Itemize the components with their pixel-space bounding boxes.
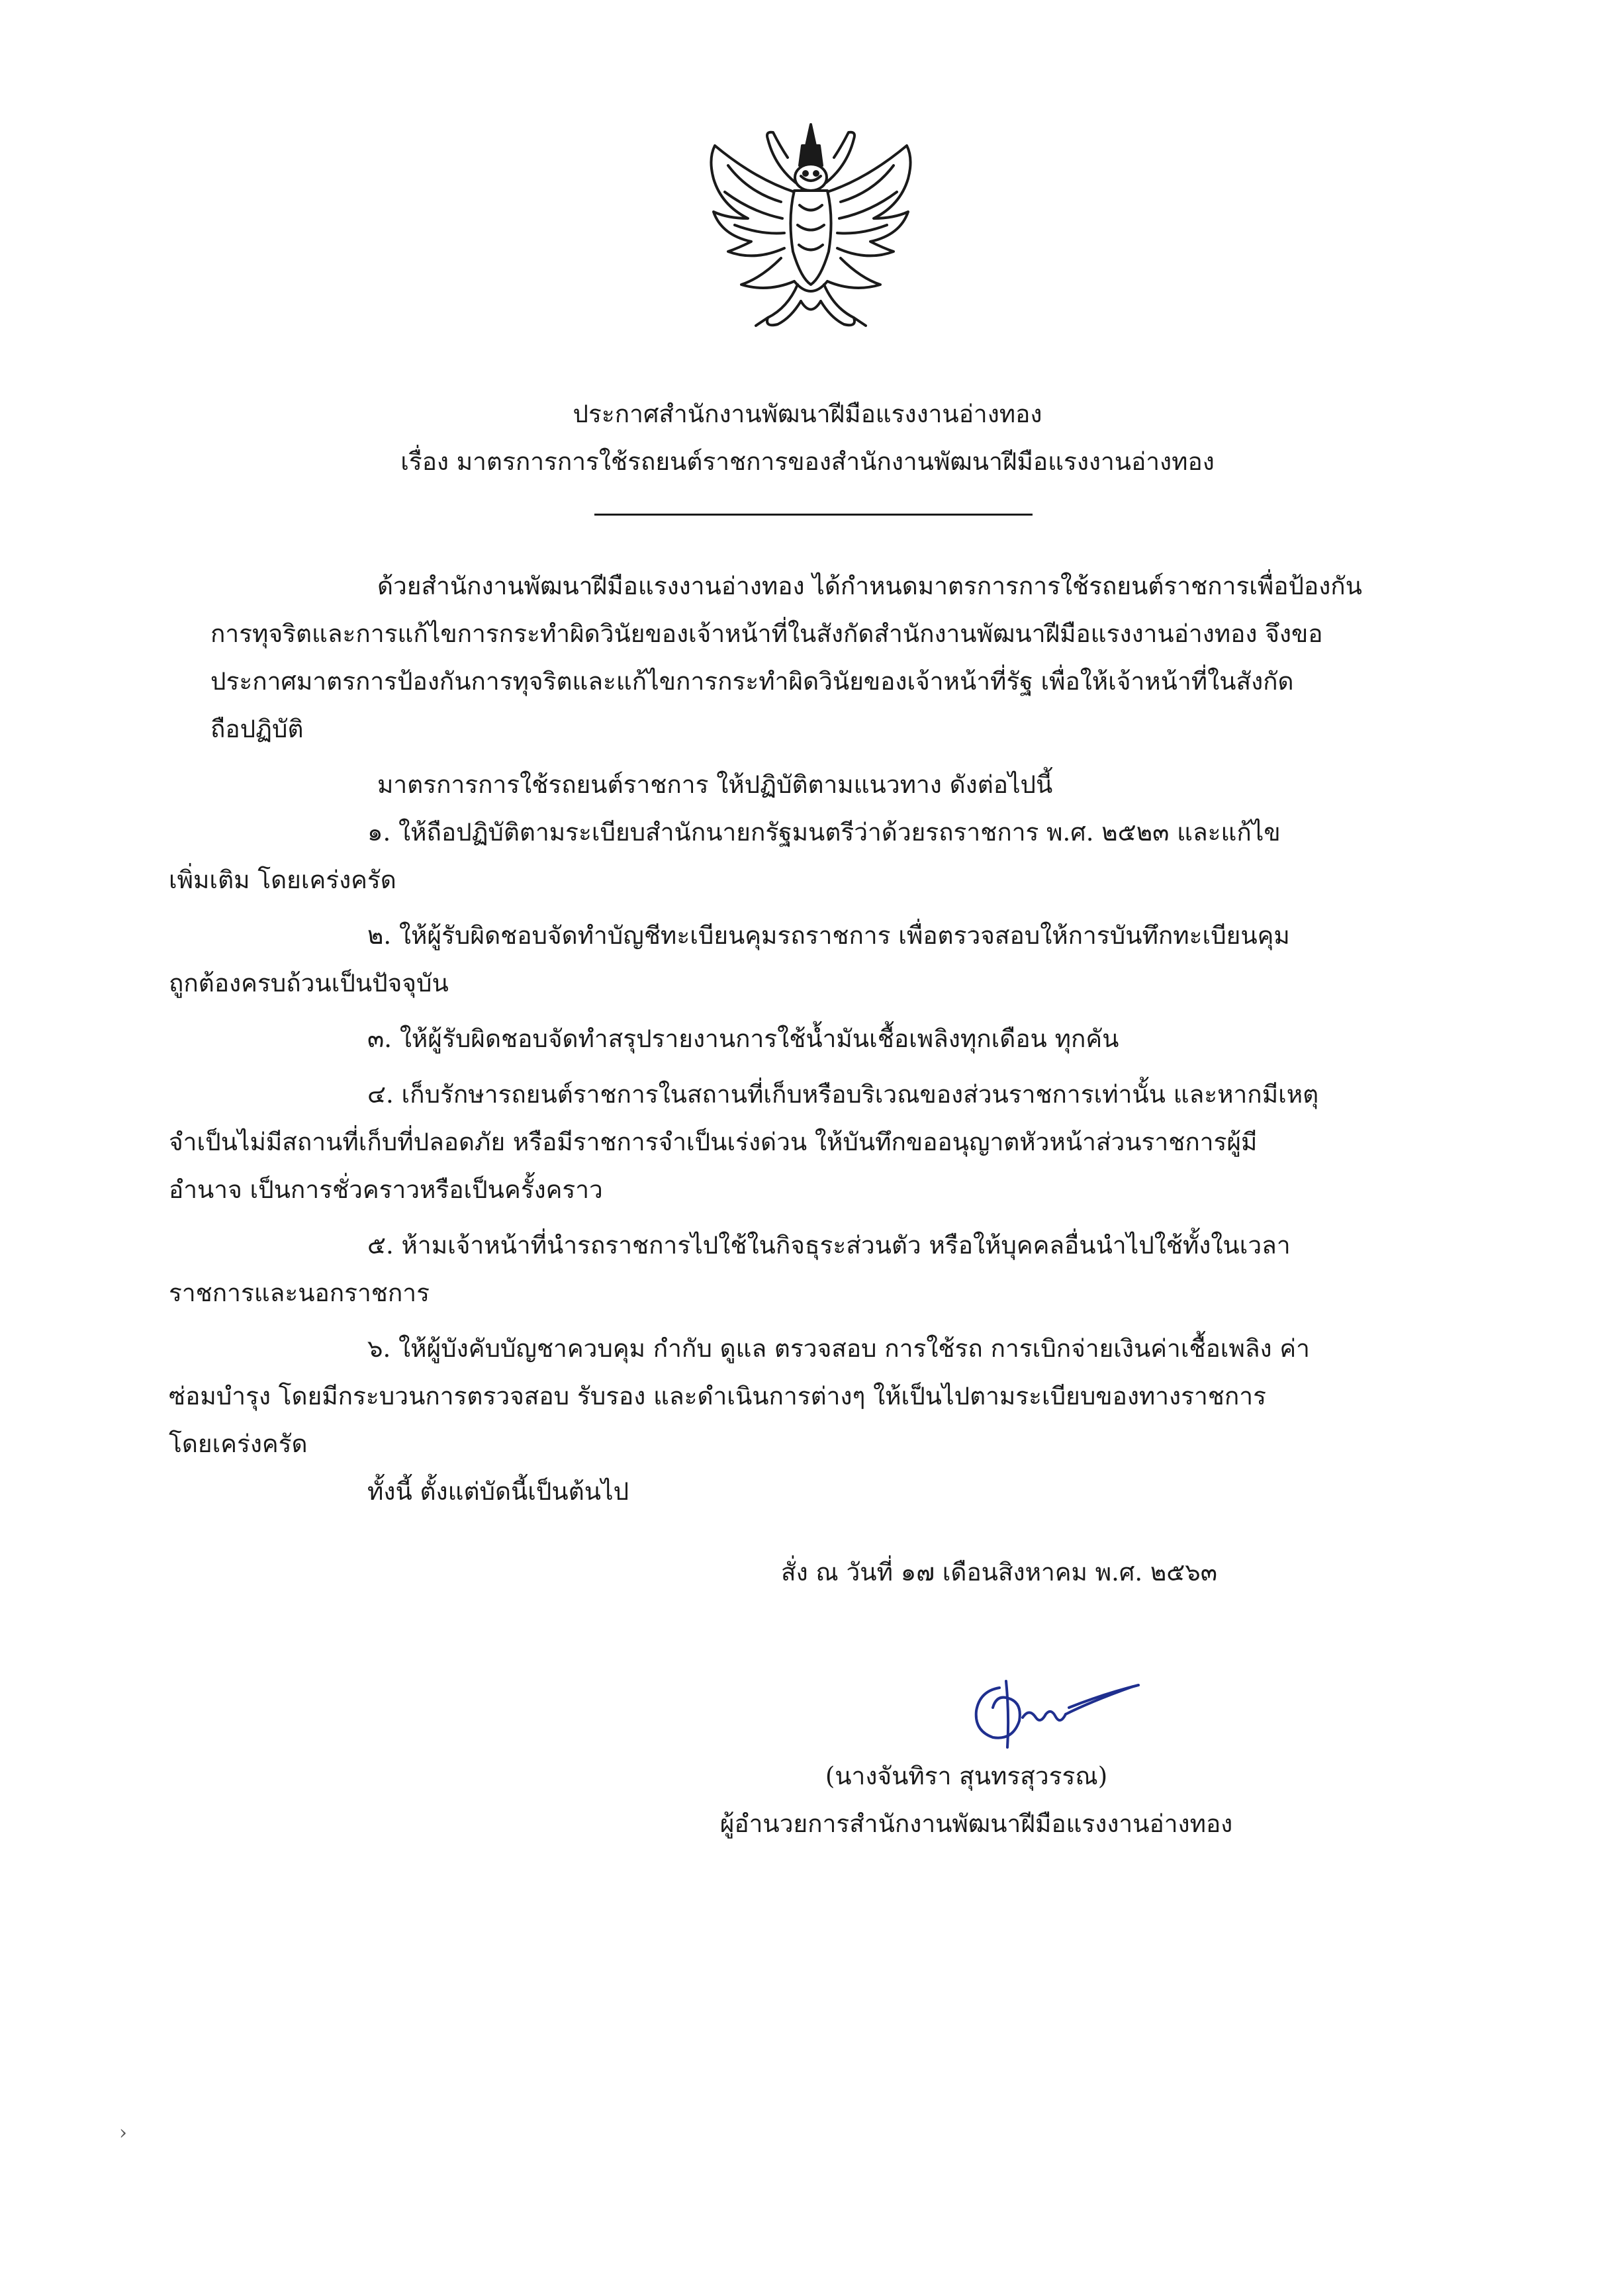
intro-line-1: ด้วยสำนักงานพัฒนาฝีมือแรงงานอ่างทอง ได้กำหนดมาตรการการใช้รถยนต์ราชการเพื่อป้องกัน xyxy=(377,572,1362,600)
measure-item-5: ๕. ห้ามเจ้าหน้าที่นำรถราชการไปใช้ในกิจธุระส่วนตัว หรือให้บุคคลอื่นนำไปใช้ทั้งในเวลา ราชการและนอกราชการ xyxy=(169,1231,1291,1307)
measure-item-3: ๓. ให้ผู้รับผิดชอบจัดทำสรุปรายงานการใช้น้ำมันเชื้อเพลิงทุกเดือน ทุกคัน xyxy=(367,1025,1119,1053)
garuda-emblem-icon xyxy=(702,119,920,338)
corner-mark: › xyxy=(119,2121,127,2144)
measure-item-1: ๑. ให้ถือปฏิบัติตามระเบียบสำนักนายกรัฐมนตรีว่าด้วยรถราชการ พ.ศ. ๒๕๒๓ และแก้ไข เพิ่มเติม โดยเคร่งครัด xyxy=(169,818,1281,894)
announcement-body xyxy=(169,563,1423,1516)
handwritten-signature-icon xyxy=(960,1661,1145,1754)
effective-statement: ทั้งนี้ ตั้งแต่บัดนี้เป็นต้นไป xyxy=(367,1477,629,1506)
measures-heading: มาตรการการใช้รถยนต์ราชการ ให้ปฏิบัติตามแนวทาง ดังต่อไปนี้ xyxy=(377,770,1053,799)
intro-paragraph xyxy=(169,563,1423,753)
measure-item-2: ๒. ให้ผู้รับผิดชอบจัดทำบัญชีทะเบียนคุมรถราชการ เพื่อตรวจสอบให้การบันทึกทะเบียนคุม ถูกต้องครบถ้วนเป็นปัจจุบัน xyxy=(169,921,1290,997)
title-line-1: ประกาศสำนักงานพัฒนาฝีมือแรงงานอ่างทอง xyxy=(573,400,1042,428)
measure-item-4: ๔. เก็บรักษารถยนต์ราชการในสถานที่เก็บหรือบริเวณของส่วนราชการเท่านั้น และหากมีเหตุ จำเป็นไม่มีสถานที่เก็บที่ปลอดภัย หรือมีราชการจำเป็นเร่งด่วน ให้บันทึกขออนุญาตหัวหน้าส่วนราชการผู้มี อำนาจ เป็นการชั่วคราวหรือเป็นครั้งคราว xyxy=(169,1080,1319,1204)
measure-item-6: ๖. ให้ผู้บังคับบัญชาควบคุม กำกับ ดูแล ตรวจสอบ การใช้รถ การเบิกจ่ายเงินค่าเชื้อเพลิง ค่า ซ่อมบำรุง โดยมีกระบวนการตรวจสอบ รับรอง และดำเนินการต่างๆ ให้เป็นไปตามระเบียบของทางราชการ โดยเคร่งครัด xyxy=(169,1334,1310,1458)
announcement-title xyxy=(0,390,1615,486)
title-line-2: เรื่อง มาตรการการใช้รถยนต์ราชการของสำนักงานพัฒนาฝีมือแรงงานอ่างทอง xyxy=(400,447,1215,476)
intro-line-2: การทุจริตและการแก้ไขการกระทำผิดวินัยของเจ้าหน้าที่ในสังกัดสำนักงานพัฒนาฝีมือแรงงานอ่างทอง จึงขอ xyxy=(210,620,1323,648)
signer-position: ผู้อำนวยการสำนักงานพัฒนาฝีมือแรงงานอ่างทอง xyxy=(719,1810,1233,1838)
intro-line-4: ถือปฏิบัติ xyxy=(210,715,304,743)
signer-name: (นางจันทิรา สุนทรสุวรรณ) xyxy=(825,1762,1108,1790)
date-line: สั่ง ณ วันที่ ๑๗ เดือนสิงหาคม พ.ศ. ๒๕๖๓ xyxy=(781,1558,1218,1586)
title-underline xyxy=(594,514,1033,516)
intro-line-3: ประกาศมาตรการป้องกันการทุจริตและแก้ไขการกระทำผิดวินัยของเจ้าหน้าที่รัฐ เพื่อให้เจ้าหน้าที่ในสังกัด xyxy=(210,667,1294,696)
